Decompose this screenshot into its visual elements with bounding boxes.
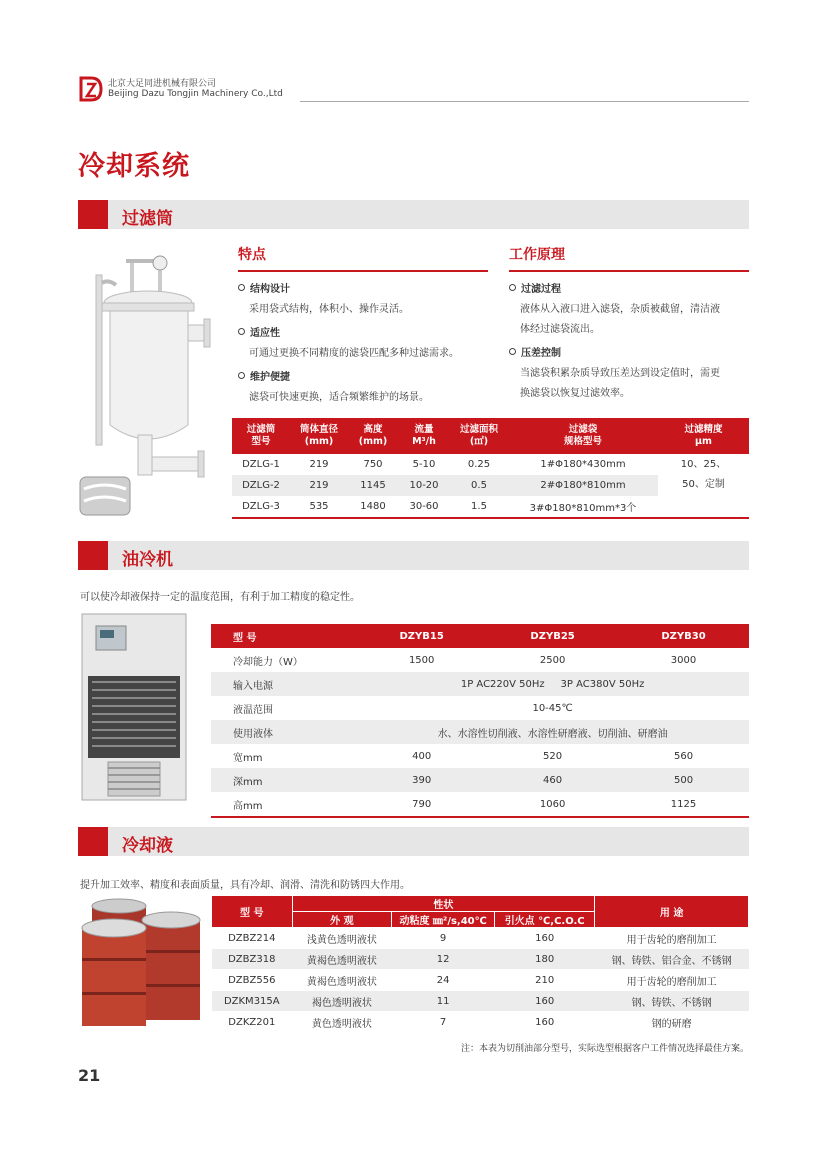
table-header-cell: 过滤袋 规格型号: [508, 418, 658, 454]
table-cell: 219: [290, 475, 348, 496]
table-cell: 2500: [539, 654, 566, 666]
section-title-oil-cooler: 油冷机: [122, 550, 173, 570]
table-cell: 160: [495, 1012, 595, 1033]
coolant-note: 注：本表为切削油部分型号，实际选型根据客户工件情况选择最佳方案。: [460, 1044, 749, 1054]
filter-spec-table: [232, 418, 749, 519]
section-marker: [78, 541, 108, 570]
table-cell: 浅黄色透明液状: [292, 928, 392, 949]
table-header-cell: 动粘度 ㎜²/s,40℃: [392, 912, 495, 928]
company-logo: [78, 74, 104, 104]
features-title: 特点: [238, 247, 266, 263]
table-cell: 790: [412, 798, 432, 810]
bullet-icon: [238, 284, 245, 291]
table-cell: [658, 496, 749, 518]
table-header-cell: DZYB15: [356, 624, 487, 648]
table-row: [212, 1012, 749, 1033]
table-cell: 12: [392, 949, 495, 970]
table-cell: 750: [363, 459, 383, 470]
table-cell: 用于齿轮的磨削加工: [595, 928, 749, 949]
table-row: [212, 928, 749, 949]
company-name-cn: 北京大足同进机械有限公司: [108, 79, 217, 89]
principle-desc: 当滤袋积累杂质导致压差达到设定值时，需更: [520, 368, 720, 379]
table-header-cell: DZYB30: [618, 624, 749, 648]
table-row: [211, 648, 749, 672]
table-cell: 2#Φ180*810mm: [508, 475, 658, 496]
table-row: [212, 949, 749, 970]
section-bar-coolant: [78, 827, 749, 856]
principle-item-title: 过滤过程: [509, 280, 754, 300]
table-cell: 黄色透明液状: [292, 1012, 392, 1033]
table-header-cell: 用 途: [595, 896, 749, 928]
row-label: 液温范围: [233, 704, 273, 716]
principle-desc: 液体从入液口进入滤袋，杂质被截留，清洁液: [520, 304, 720, 315]
table-header-cell: 型 号: [212, 896, 293, 928]
table-cell: 7: [392, 1012, 495, 1033]
table-cell: 1060: [539, 798, 566, 810]
table-cell: 535: [309, 501, 329, 512]
table-cell: 钢、铸铁、铝合金、不锈钢: [595, 949, 749, 970]
table-cell: 黄褐色透明液状: [292, 970, 392, 991]
principle-item-title: 压差控制: [509, 344, 754, 364]
table-cell: DZBZ214: [212, 928, 293, 949]
table-cell: DZLG-3: [242, 501, 280, 512]
company-name-en: Beijing Dazu Tongjin Machinery Co.,Ltd: [108, 89, 283, 99]
features-underline: [238, 270, 488, 272]
oil-cooler-table: [211, 624, 749, 818]
table-header-row: [232, 418, 749, 454]
row-label: 输入电源: [211, 672, 356, 696]
table-header-cell: 型 号: [211, 624, 356, 648]
table-header-row: [211, 624, 749, 648]
feature-desc: 可通过更换不同精度的滤袋匹配多种过滤需求。: [249, 348, 459, 359]
table-row: [212, 970, 749, 991]
table-cell: 水、水溶性切削液、水溶性研磨液、切削油、研磨油: [356, 720, 749, 744]
table-cell: 褐色透明液状: [292, 991, 392, 1012]
header-divider: [300, 101, 749, 102]
section-marker: [78, 200, 108, 229]
table-cell: 1480: [360, 501, 386, 512]
bullet-icon: [509, 284, 516, 291]
feature-title: 结构设计: [238, 280, 498, 300]
row-label: 使用液体: [211, 720, 356, 744]
table-cell: 560: [673, 750, 694, 762]
table-header-cell: 过滤精度 μm: [658, 418, 749, 454]
table-row: [232, 454, 749, 475]
table-row: [211, 672, 749, 696]
table-row: [211, 696, 749, 720]
table-cell: 400: [412, 750, 432, 762]
table-cell: 219: [309, 459, 329, 470]
table-cell: 1.5: [471, 501, 487, 512]
table-cell: 9: [392, 928, 495, 949]
table-cell: 160: [495, 991, 595, 1012]
principle-desc: 体经过滤袋流出。: [520, 324, 600, 335]
feature-title: 维护便捷: [238, 368, 498, 388]
table-cell: 10-20: [398, 475, 450, 496]
table-header-cell: 性状: [292, 896, 595, 912]
table-cell: 1#Φ180*430mm: [540, 459, 626, 470]
coolant-intro: 提升加工效率、精度和表面质量，具有冷却、润滑、清洗和防锈四大作用。: [80, 880, 410, 891]
table-cell: 24: [392, 970, 495, 991]
section-bar-oil-cooler: [78, 541, 749, 570]
table-cell: 用于齿轮的磨削加工: [595, 970, 749, 991]
row-label: 宽mm: [233, 752, 263, 764]
features-list: [238, 280, 498, 408]
table-row: [211, 720, 749, 744]
table-row: [211, 768, 749, 792]
principle-list: [509, 280, 754, 404]
section-marker: [78, 827, 108, 856]
row-label: 冷却能力（W）: [233, 656, 303, 668]
bullet-icon: [238, 328, 245, 335]
table-cell: 黄褐色透明液状: [292, 949, 392, 970]
table-cell: 460: [487, 768, 618, 792]
table-cell: 5-10: [412, 459, 436, 470]
table-cell: 0.25: [467, 459, 491, 470]
row-label: 高mm: [233, 800, 263, 812]
page-title: 冷却系统: [78, 151, 190, 182]
feature-desc: 滤袋可快速更换，适合频繁维护的场景。: [249, 392, 429, 403]
table-cell: 10-45℃: [532, 702, 573, 714]
table-header-cell: 过滤筒 型号: [232, 418, 290, 454]
table-cell: DZLG-1: [242, 459, 280, 470]
section-title-coolant: 冷却液: [122, 836, 173, 856]
table-cell: 钢的研磨: [595, 1012, 749, 1033]
table-cell: DZLG-2: [232, 475, 290, 496]
table-cell: DZBZ556: [212, 970, 293, 991]
table-cell: 160: [495, 928, 595, 949]
principle-title: 工作原理: [509, 247, 565, 263]
bullet-icon: [509, 348, 516, 355]
section-title-filter: 过滤筒: [122, 209, 173, 229]
table-cell: 1125: [670, 798, 697, 810]
table-header-cell: 引火点 ℃,C.O.C: [495, 912, 595, 928]
filter-housing-image: [78, 245, 216, 520]
feature-desc: 采用袋式结构，体积小、操作灵活。: [249, 304, 409, 315]
bullet-icon: [238, 372, 245, 379]
table-header-cell: 高度 (mm): [348, 418, 398, 454]
table-cell: 520: [543, 750, 563, 762]
table-cell: 11: [392, 991, 495, 1012]
table-cell: DZKM315A: [212, 991, 293, 1012]
principle-underline: [509, 270, 749, 272]
table-cell: DZKZ201: [212, 1012, 293, 1033]
table-row: [212, 991, 749, 1012]
table-cell: 1145: [348, 475, 398, 496]
table-header-cell: DZYB25: [487, 624, 618, 648]
table-cell: 1P AC220V 50Hz 3P AC380V 50Hz: [356, 672, 749, 696]
section-bar-filter: [78, 200, 749, 229]
coolant-table: [211, 895, 749, 1033]
page-number: 21: [78, 1066, 101, 1085]
table-row: [211, 792, 749, 817]
table-header-cell: 外 观: [292, 912, 392, 928]
table-cell: 0.5: [450, 475, 508, 496]
table-cell: 390: [356, 768, 487, 792]
table-row: [211, 744, 749, 768]
oil-cooler-image: [78, 612, 190, 802]
table-cell: 3000: [670, 654, 697, 666]
table-cell: 180: [495, 949, 595, 970]
table-cell: 210: [495, 970, 595, 991]
table-header-cell: 过滤面积 (㎡): [450, 418, 508, 454]
table-header-row: [212, 896, 749, 912]
principle-desc: 换滤袋以恢复过滤效率。: [520, 388, 630, 399]
table-cell: 3#Φ180*810mm*3个: [529, 503, 637, 514]
table-cell: DZBZ318: [212, 949, 293, 970]
table-header-cell: 流量 M³/h: [398, 418, 450, 454]
table-row: [232, 496, 749, 518]
table-cell: 钢、铸铁、不锈钢: [595, 991, 749, 1012]
oil-cooler-intro: 可以使冷却液保持一定的温度范围，有利于加工精度的稳定性。: [80, 592, 360, 603]
table-header-cell: 筒体直径 (mm): [290, 418, 348, 454]
feature-title: 适应性: [238, 324, 498, 344]
table-cell: 1500: [408, 654, 435, 666]
table-cell: 500: [618, 768, 749, 792]
table-cell: 30-60: [409, 501, 439, 512]
row-label: 深mm: [211, 768, 356, 792]
precision-cell: 10、25、 50、定制: [680, 459, 727, 490]
coolant-drums-image: [78, 898, 203, 1030]
